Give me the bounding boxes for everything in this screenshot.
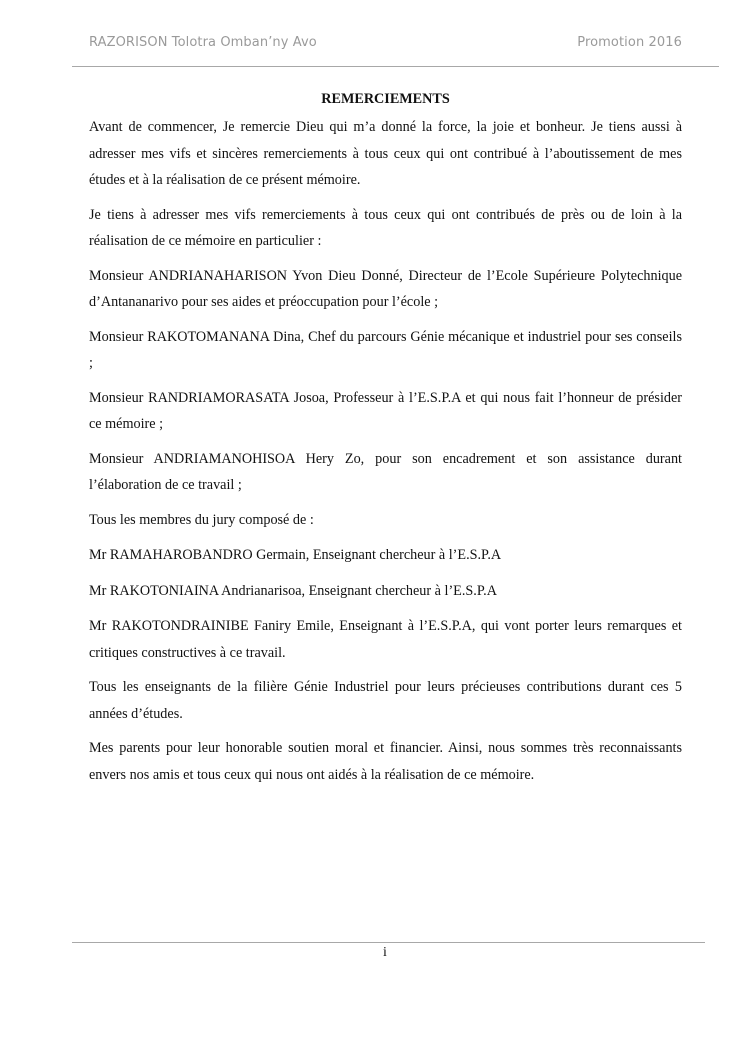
paragraph-supervisor: Monsieur ANDRIAMANOHISOA Hery Zo, pour son encadrement et son assistance durant l’élaboration de ce travail ;	[89, 450, 682, 493]
paragraph-jury-member-2: Mr RAKOTONIAINA Andrianarisoa, Enseignant chercheur à l’E.S.P.A	[89, 582, 497, 599]
paragraph-jury-member-1: Mr RAMAHAROBANDRO Germain, Enseignant chercheur à l’E.S.P.A	[89, 547, 502, 563]
header-divider	[72, 66, 719, 67]
paragraph-director: Monsieur ANDRIANAHARISON Yvon Dieu Donné, Directeur de l’Ecole Supérieure Polytechnique d’Antananarivo pour ses aides et préoccupation pour l’école ;	[89, 267, 682, 310]
paragraph-program-chief: Monsieur RAKOTOMANANA Dina, Chef du parcours Génie mécanique et industriel pour ses conseils ;	[89, 328, 682, 371]
document-body	[89, 88, 682, 796]
paragraph-jury-members: Tous les membres du jury composé de :	[89, 511, 314, 528]
paragraph-jury-member-3: Mr RAKOTONDRAINIBE Faniry Emile, Enseignant à l’E.S.P.A, qui vont porter leurs remarques et critiques constructives à ce travail.	[89, 618, 682, 661]
footer-divider	[72, 942, 705, 943]
paragraph-thanks-all: Je tiens à adresser mes vifs remerciements à tous ceux qui ont contribués de près ou de loin à la réalisation de ce mémoire en particulier :	[89, 206, 682, 249]
running-header	[89, 35, 682, 55]
page-number: i	[383, 945, 387, 960]
paragraph-jury-president: Monsieur RANDRIAMORASATA Josoa, Professeur à l’E.S.P.A et qui nous fait l’honneur de présider ce mémoire ;	[89, 389, 682, 432]
paragraph-parents: Mes parents pour leur honorable soutien moral et financier. Ainsi, nous sommes très reconnaissants envers nos amis et tous ceux qui nous ont aidés à la réalisation de ce mémoire.	[89, 740, 682, 783]
paragraph-intro: Avant de commencer, Je remercie Dieu qui m’a donné la force, la joie et bonheur. Je tiens aussi à adresser mes vifs et sincères remerciements à tous ceux qui ont contribué à l’aboutissement de mes études et à la réalisation de ce présent mémoire.	[89, 119, 682, 188]
header-author: RAZORISON Tolotra Omban’ny Avo	[89, 35, 317, 50]
paragraph-teachers: Tous les enseignants de la filière Génie Industriel pour leurs précieuses contributions durant ces 5 années d’études.	[89, 679, 682, 722]
header-promotion: Promotion 2016	[577, 35, 682, 50]
page-title: REMERCIEMENTS	[321, 91, 450, 107]
